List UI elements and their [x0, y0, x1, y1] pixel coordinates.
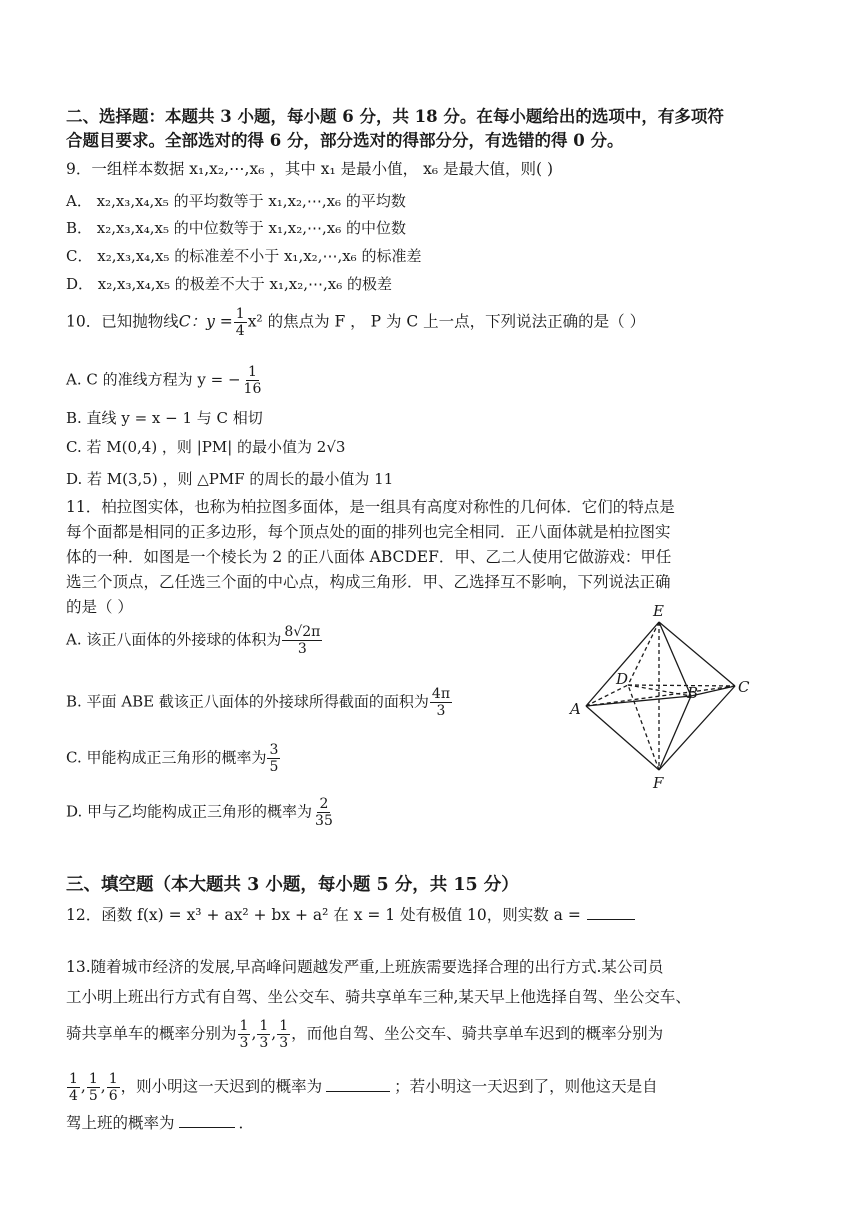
q13-line3-end: ，而他自驾、坐公交车、骑共享单车迟到的概率分别为	[291, 1024, 664, 1043]
q12-answer-blank[interactable]	[587, 905, 635, 920]
q11-c-den: 5	[269, 759, 279, 775]
q10-option-a-fraction	[242, 364, 264, 397]
section3-heading: 三、填空题（本大题共 3 小题，每小题 5 分，共 15 分）	[66, 875, 519, 895]
q13-p-num-3: 1	[279, 1018, 289, 1034]
q13-p-frac-2	[257, 1018, 270, 1051]
q11-a-num: 8√2π	[284, 624, 321, 640]
q10-option-a	[66, 364, 264, 397]
q11-option-d	[66, 796, 336, 829]
q13-answer-blank-2[interactable]	[179, 1113, 235, 1128]
q9-stem: 9．一组样本数据 x₁,x₂,⋯,x₆ ，其中 x₁ 是最小值， x₆ 是最大值，则( )	[66, 160, 554, 178]
edge-ac	[586, 686, 735, 706]
q13-line3-start: 骑共享单车的概率分别为	[66, 1024, 237, 1043]
q11-option-d-text: D. 甲与乙均能构成正三角形的概率为	[66, 802, 313, 821]
label-d: D	[616, 670, 629, 688]
q10-fraction	[234, 306, 247, 339]
q13-answer-blank-1[interactable]	[326, 1077, 390, 1092]
label-f: F	[653, 774, 664, 792]
q13-line5-start: 驾上班的概率为	[66, 1114, 175, 1132]
q11-option-d-fraction	[313, 796, 335, 829]
q13-l-num-1: 1	[69, 1071, 78, 1087]
q13-line5-end: ．	[238, 1114, 255, 1132]
q9-option-b: B． x₂,x₃,x₄,x₅ 的中位数等于 x₁,x₂,⋯,x₆ 的中位数	[66, 219, 407, 237]
q13-p-num-1: 1	[239, 1018, 249, 1034]
label-b: B	[687, 684, 699, 702]
octahedron-figure	[560, 600, 770, 800]
q11-b-den: 3	[436, 703, 446, 719]
q11-option-c-text: C. 甲能构成正三角形的概率为	[66, 748, 267, 767]
q11-c-num: 3	[269, 742, 279, 758]
q13-l-den-2: 5	[88, 1088, 98, 1104]
label-c: C	[738, 678, 750, 696]
q10-frac-num: 1	[235, 306, 245, 322]
q11-b-num: 4π	[431, 686, 451, 702]
q9-option-c: C． x₂,x₃,x₄,x₅ 的标准差不小于 x₁,x₂,⋯,x₆ 的标准差	[66, 247, 422, 265]
q13-p-den-2: 3	[259, 1035, 269, 1051]
edge-ea	[586, 622, 659, 706]
q11-option-b	[66, 686, 453, 719]
edge-ec	[659, 622, 735, 686]
q12-stem	[66, 904, 635, 926]
section2-heading: 二、选择题：本题共 3 小题，每小题 6 分，共 18 分。在每小题给出的选项中，有多项符	[66, 107, 724, 126]
q13-l-num-2: 1	[88, 1071, 98, 1087]
q12-text: 12．函数 f(x) = x³ + ax² + bx + a² 在 x = 1 处有极值 10，则实数 a =	[66, 906, 581, 924]
q10-option-c: C. 若 M(0,4) ，则 |PM| 的最小值为 2√3	[66, 438, 346, 456]
q13-line2: 工小明上班出行方式有自驾、坐公交车、骑共享单车三种,某天早上他选择自驾、坐公交车、	[66, 988, 691, 1006]
label-e: E	[653, 602, 664, 620]
q13-p-frac-3	[277, 1018, 290, 1051]
q11-line1: 11．柏拉图实体，也称为柏拉图多面体，是一组具有高度对称性的几何体．它们的特点是	[66, 498, 675, 516]
q11-option-a-text: A. 该正八面体的外接球的体积为	[66, 630, 282, 649]
q13-l-den-1: 4	[69, 1088, 78, 1104]
q10-option-a-text: A. C 的准线方程为 y = −	[66, 370, 241, 389]
q10-option-b: B. 直线 y = x − 1 与 C 相切	[66, 409, 263, 427]
edge-dc	[628, 685, 735, 686]
edge-fb	[659, 696, 691, 770]
q11-line5: 的是（ ）	[66, 598, 133, 616]
q11-d-den: 35	[315, 813, 333, 829]
q13-l-den-3: 6	[108, 1088, 118, 1104]
edge-ed	[628, 622, 659, 685]
q11-line2: 每个面都是相同的正多边形，每个顶点处的面的排列也完全相同．正八面体就是柏拉图实	[66, 523, 671, 541]
q11-option-c	[66, 742, 281, 775]
q10-a-den: 16	[243, 381, 262, 397]
q11-option-b-fraction	[430, 686, 452, 719]
q10-a-num: 1	[247, 364, 257, 380]
q10-frac-den: 4	[235, 323, 245, 339]
label-a: A	[570, 700, 581, 718]
q13-p-den-1: 3	[239, 1035, 249, 1051]
q10-stem-start: 10．已知抛物线	[66, 312, 179, 331]
q10-stem-end: x² 的焦点为 F ， P 为 C 上一点，下列说法正确的是（ ）	[247, 312, 646, 331]
q13-l-frac-2	[87, 1071, 100, 1104]
q11-option-a-fraction	[282, 624, 322, 657]
q13-l-frac-3	[107, 1071, 120, 1104]
q13-line4-end: ；若小明这一天迟到了，则他这天是自	[394, 1077, 658, 1096]
q13-line4-mid: ，则小明这一天迟到的概率为	[120, 1077, 323, 1096]
q13-p-den-3: 3	[279, 1035, 289, 1051]
q11-d-num: 2	[319, 796, 329, 812]
q13-l-num-3: 1	[108, 1071, 118, 1087]
q13-p-num-2: 1	[259, 1018, 269, 1034]
edge-fa	[586, 706, 659, 770]
q13-line5	[66, 1112, 254, 1134]
q10-option-d: D. 若 M(3,5) ，则 △PMF 的周长的最小值为 11	[66, 470, 394, 488]
q11-option-a	[66, 624, 323, 657]
q13-line4: $\frac{1}{4}$ , $\frac{1}{5}$ , $\frac{1}{6}$ ，则小明这一天迟到的概率为 ；若小明这一天迟到了，则他这天是自	[69, 1071, 658, 1104]
q11-line4: 选三个顶点，乙任选三个面的中心点，构成三角形．甲、乙选择互不影响，下列说法正确	[66, 573, 671, 591]
q13-line3: 骑共享单车的概率分别为 $\frac{1}{3}$ , $\frac{1}{3}$ , $\frac{1}{3}$ ，而他自驾、坐公交车、骑共享单车迟到的概率分别为	[66, 1018, 664, 1051]
q13-l-frac-1	[67, 1071, 80, 1104]
q11-a-den: 3	[297, 641, 307, 657]
q11-line3: 体的一种．如图是一个棱长为 2 的正八面体 ABCDEF．甲、乙二人使用它做游戏：甲任	[66, 548, 672, 566]
q9-option-a: A． x₂,x₃,x₄,x₅ 的平均数等于 x₁,x₂,⋯,x₆ 的平均数	[66, 192, 406, 210]
section2-heading-cont: 合题目要求。全部选对的得 6 分，部分选对的得部分分，有选错的得 0 分。	[66, 131, 624, 150]
q10-curve: C：y =	[178, 312, 233, 331]
q13-line1: 13.随着城市经济的发展,早高峰问题越发严重,上班族需要选择合理的出行方式.某公司员	[66, 958, 664, 976]
q10-stem	[66, 306, 645, 339]
q13-p-frac-1	[238, 1018, 251, 1051]
q11-option-b-text: B. 平面 ABE 截该正八面体的外接球所得截面的面积为	[66, 692, 429, 711]
q11-option-c-fraction	[267, 742, 280, 775]
q9-option-d: D． x₂,x₃,x₄,x₅ 的极差不大于 x₁,x₂,⋯,x₆ 的极差	[66, 275, 393, 293]
